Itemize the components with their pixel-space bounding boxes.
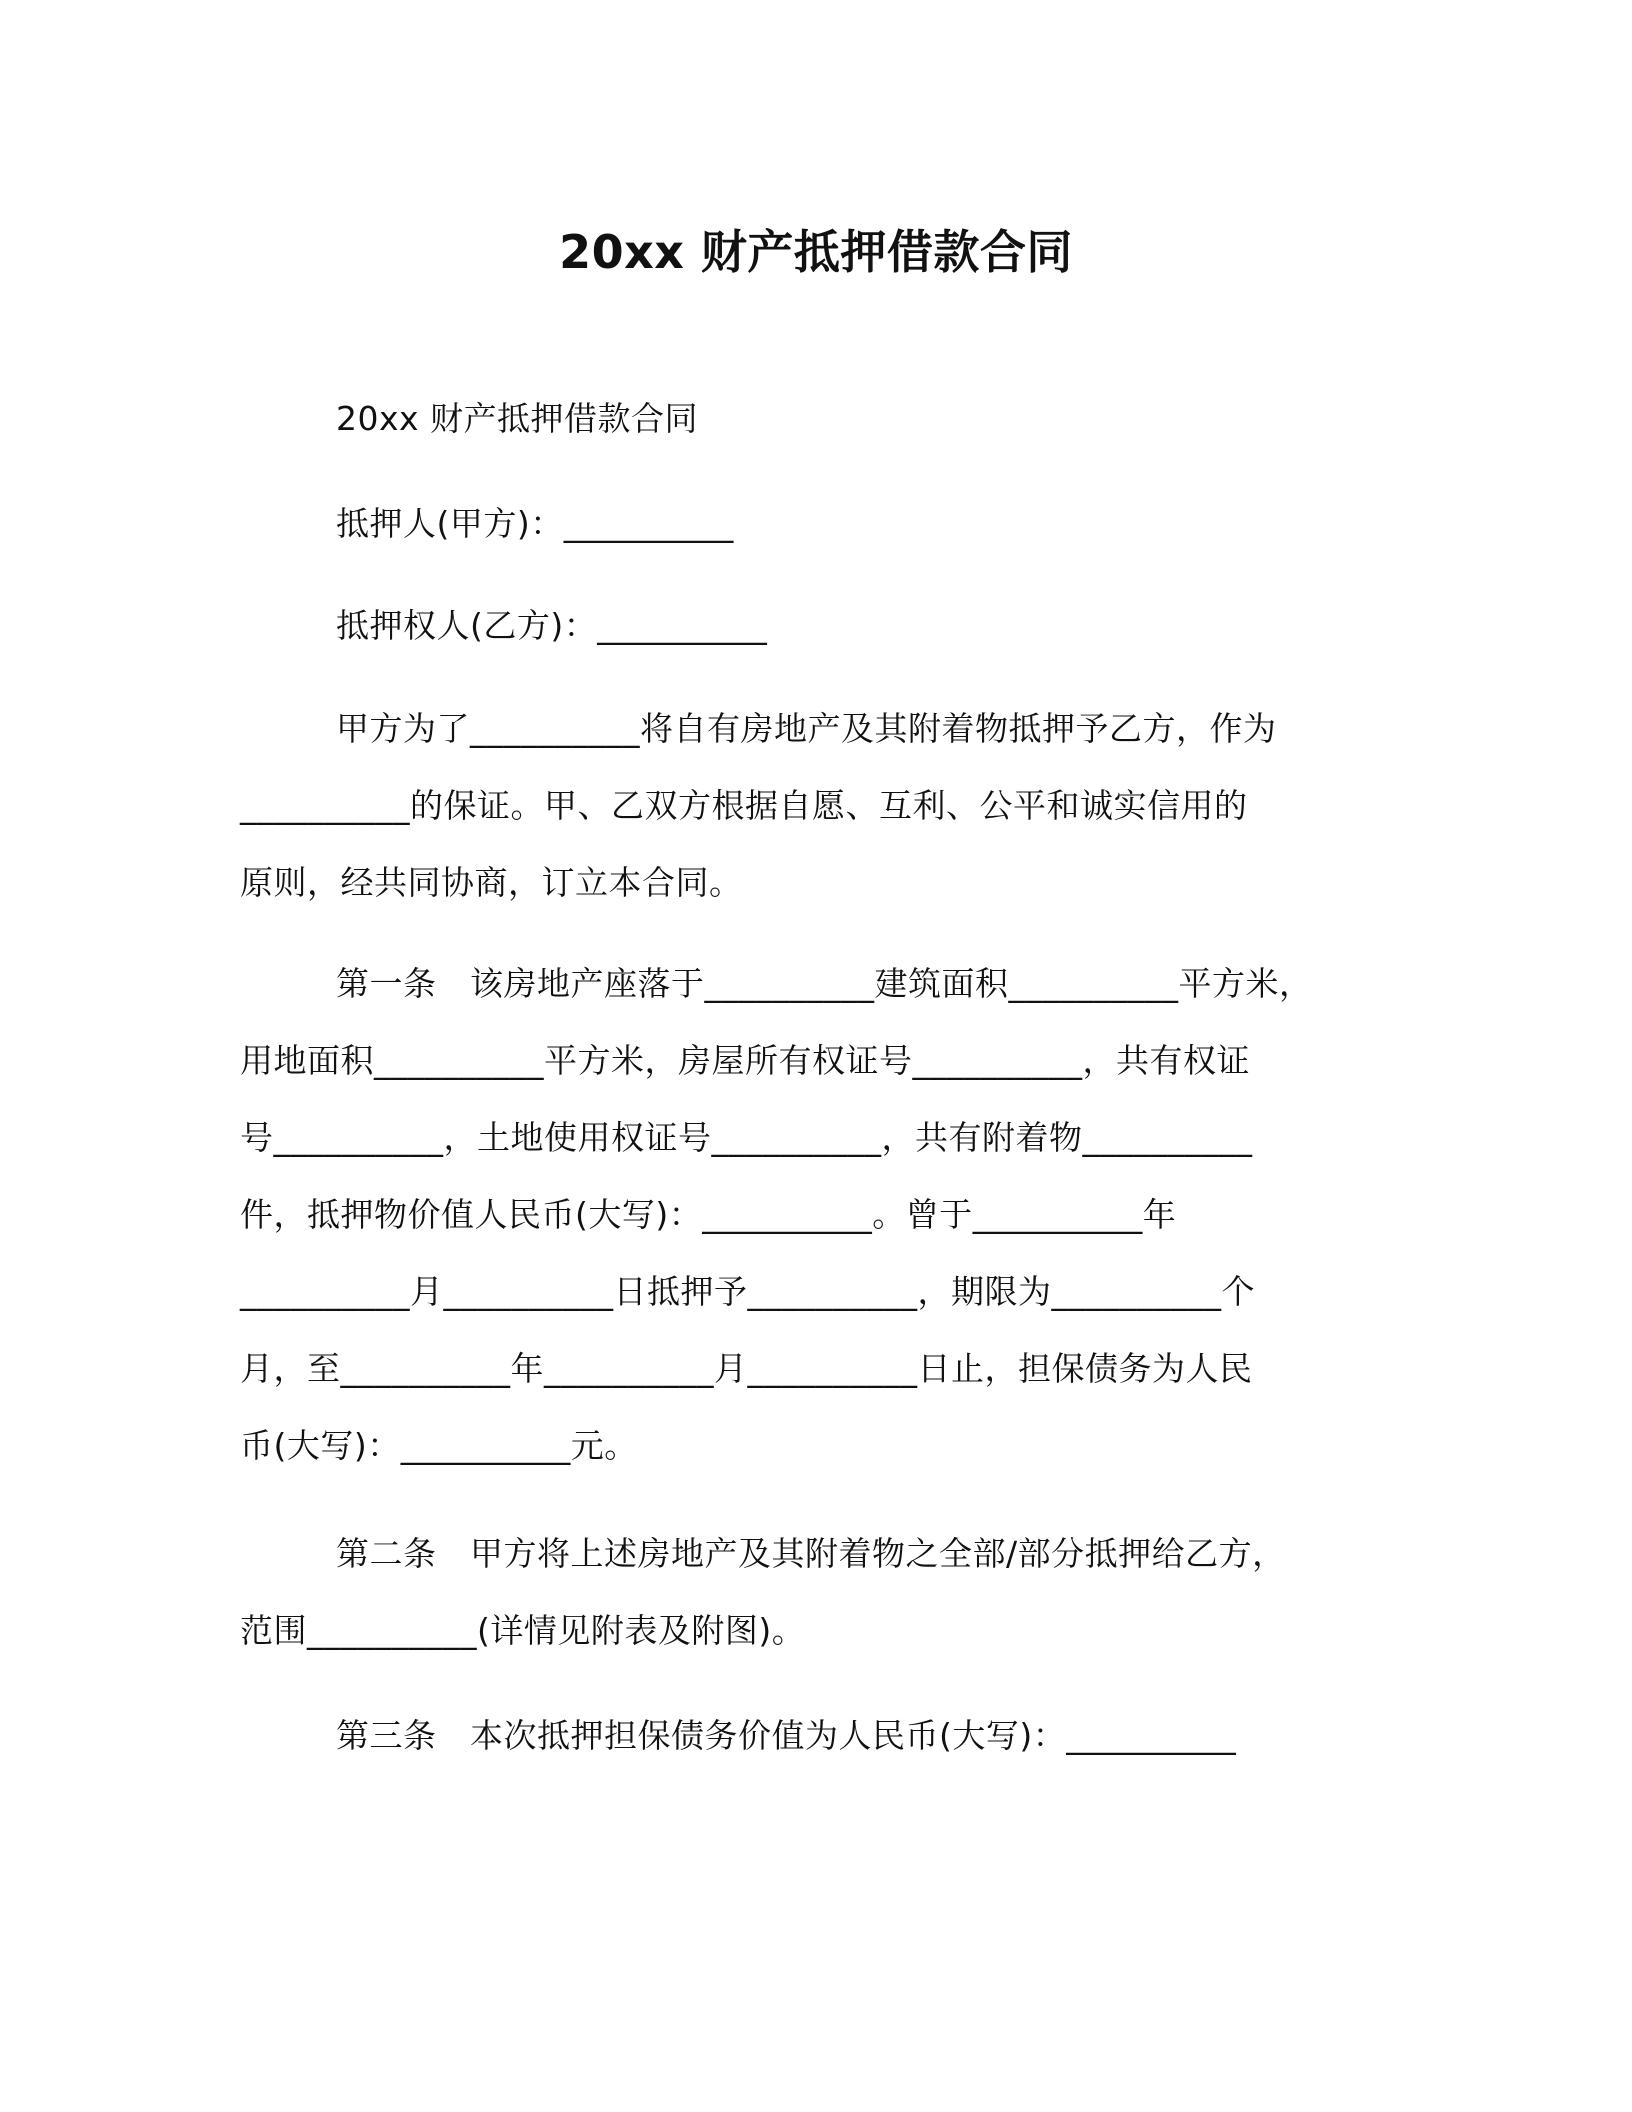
- party-b: 抵押权人(乙方)：__________: [336, 606, 768, 645]
- article-1: [240, 945, 1400, 1484]
- article-1-line: 用地面积__________平方米，房屋所有权证号__________，共有权证: [240, 1041, 1250, 1080]
- article-1-line: 币(大写)：__________元。: [240, 1426, 638, 1465]
- document-body: [240, 380, 1400, 457]
- article-2-line: 范围__________(详情见附表及附图)。: [240, 1611, 806, 1650]
- article-1-line: 件，抵押物价值人民币(大写)：__________。曾于__________年: [240, 1195, 1177, 1234]
- article-2-line: 第二条 甲方将上述房地产及其附着物之全部/部分抵押给乙方，: [336, 1534, 1286, 1573]
- preamble-line: __________的保证。甲、乙双方根据自愿、互利、公平和诚实信用的: [240, 786, 1248, 825]
- article-1-line: __________月__________日抵押予__________，期限为__________个: [240, 1272, 1255, 1311]
- party-b-line: [240, 587, 1400, 664]
- article-3: [240, 1697, 1400, 1774]
- party-a: 抵押人(甲方)：__________: [336, 504, 734, 543]
- article-3-line: 第三条 本次抵押担保债务价值为人民币(大写)：__________: [336, 1716, 1237, 1755]
- preamble-paragraph: [240, 690, 1400, 921]
- subtitle: 20xx 财产抵押借款合同: [336, 399, 699, 438]
- article-1-line: 第一条 该房地产座落于__________建筑面积__________平方米，: [336, 964, 1313, 1003]
- preamble-line: 甲方为了__________将自有房地产及其附着物抵押予乙方，作为: [336, 709, 1277, 748]
- article-1-line: 号__________，土地使用权证号__________，共有附着物__________: [240, 1118, 1253, 1157]
- document-title: 20xx 财产抵押借款合同: [559, 225, 1073, 279]
- article-1-line: 月，至__________年__________月__________日止，担保债务为人民: [240, 1349, 1253, 1388]
- party-a-line: [240, 485, 1400, 562]
- preamble-line: 原则，经共同协商，订立本合同。: [240, 863, 743, 902]
- article-2: [240, 1515, 1400, 1669]
